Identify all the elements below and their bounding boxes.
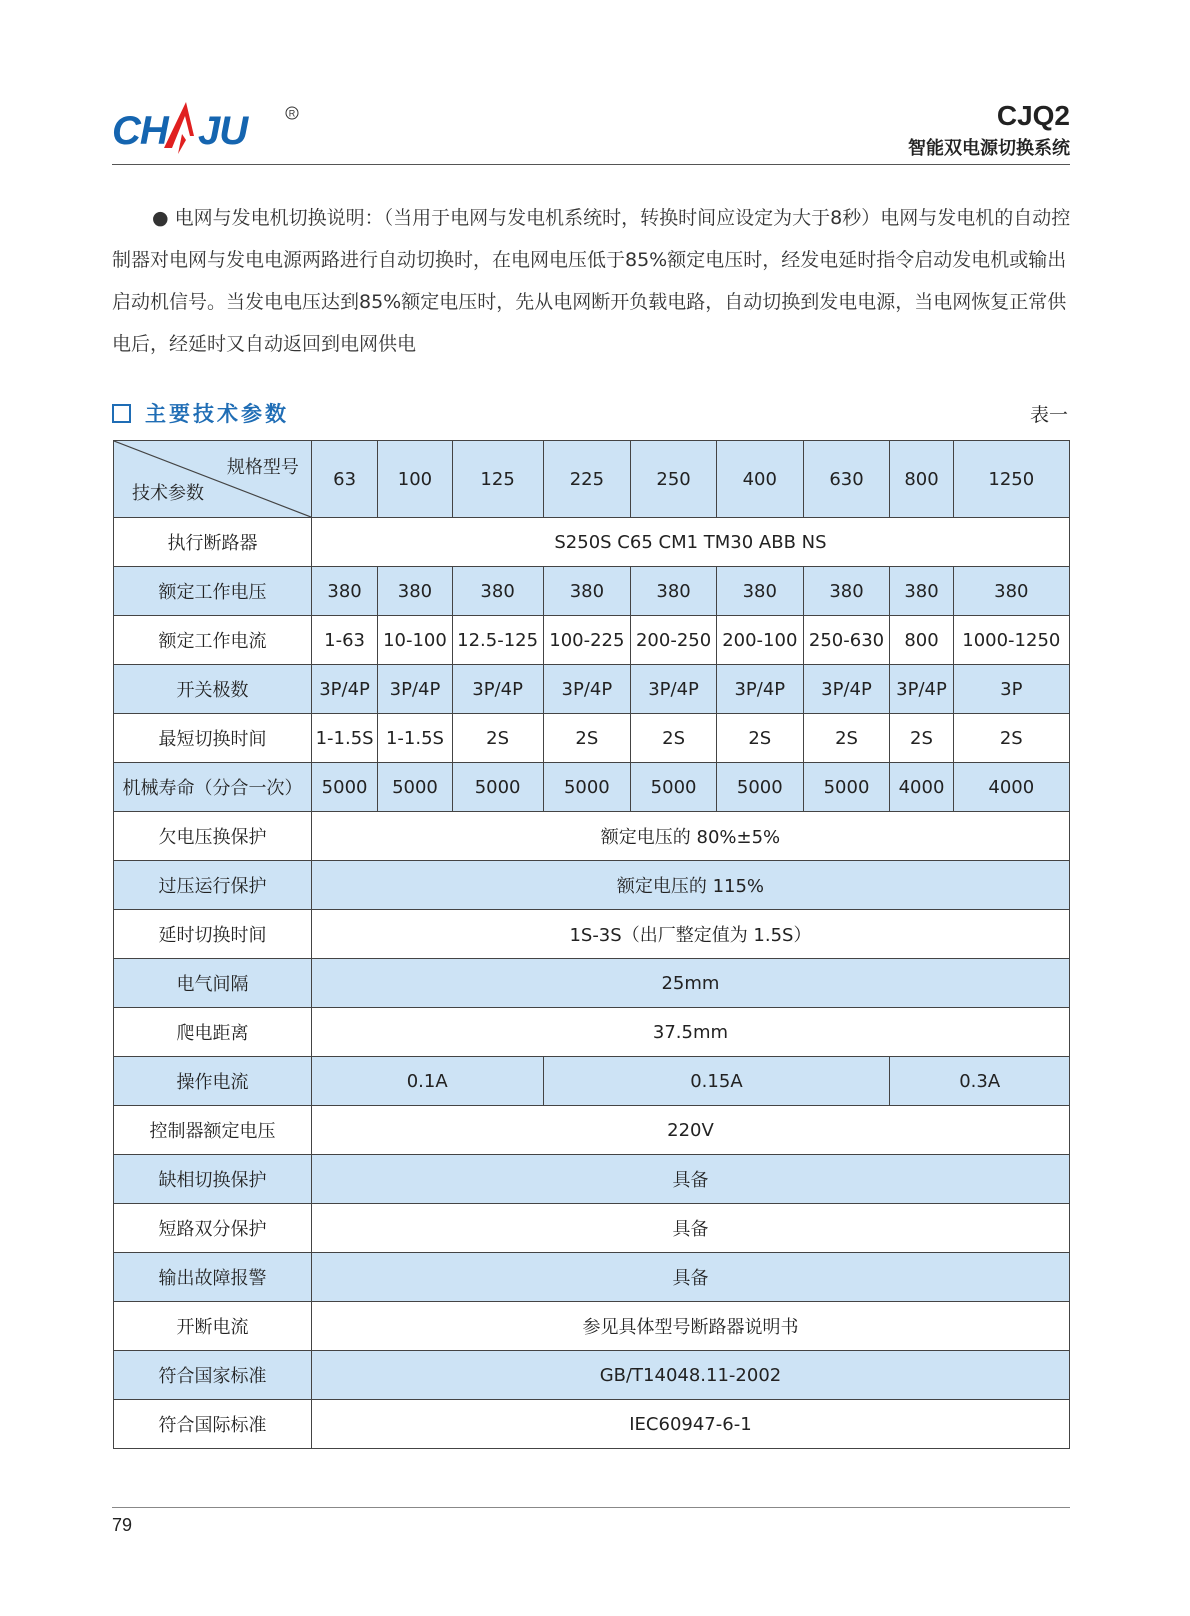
chaju-logo (112, 96, 312, 168)
row-value-cell: 380 (311, 567, 377, 616)
row-value-cell: 1-1.5S (378, 714, 452, 763)
row-value-cell: 5000 (452, 763, 543, 812)
table-row (114, 1253, 1070, 1302)
row-value-cell: 5000 (543, 763, 631, 812)
row-value-cell: 5000 (631, 763, 717, 812)
row-label: 缺相切换保护 (114, 1155, 312, 1204)
row-value-group: 0.3A (890, 1057, 1070, 1106)
row-value-cell: 2S (716, 714, 803, 763)
row-value-cell: 3P/4P (716, 665, 803, 714)
row-value-cell: 380 (631, 567, 717, 616)
row-value-span: S250S C65 CM1 TM30 ABB NS (311, 518, 1069, 567)
corner-label-model: 规格型号 (226, 457, 299, 478)
model-header-cell: 630 (803, 441, 890, 518)
table-row (114, 1057, 1070, 1106)
row-label: 额定工作电流 (114, 616, 312, 665)
row-value-cell: 1-63 (311, 616, 377, 665)
row-value-cell: 2S (631, 714, 717, 763)
page-number: 79 (112, 1515, 133, 1535)
row-value-cell: 2S (803, 714, 890, 763)
row-label: 欠电压换保护 (114, 812, 312, 861)
row-label: 符合国际标准 (114, 1400, 312, 1449)
model-header-cell: 100 (378, 441, 452, 518)
header-corner-cell (114, 441, 312, 518)
row-value-cell: 2S (452, 714, 543, 763)
row-label: 输出故障报警 (114, 1253, 312, 1302)
intro-paragraph: ● 电网与发电机切换说明：（当用于电网与发电机系统时，转换时间应设定为大于8秒）电网与发电机的自动控制器对电网与发电电源两路进行自动切换时，在电网电压低于85%额定电压时，经发电延时指令启动发电机或输出启动机信号。当发电电压达到85%额定电压时，先从电网断开负载电路，自动切换到发电电源，当电网恢复正常供电后，经延时又自动返回到电网供电 (112, 207, 1071, 355)
table-row (114, 812, 1070, 861)
row-value-span: 37.5mm (311, 1008, 1069, 1057)
row-value-cell: 380 (543, 567, 631, 616)
svg-text:JU: JU (198, 109, 248, 153)
table-row (114, 1400, 1070, 1449)
footer-divider (112, 1507, 1070, 1508)
row-label: 爬电距离 (114, 1008, 312, 1057)
row-label: 电气间隔 (114, 959, 312, 1008)
row-value-cell: 3P (953, 665, 1069, 714)
row-value-cell: 380 (452, 567, 543, 616)
row-value-cell: 380 (803, 567, 890, 616)
intro-text (112, 197, 1072, 365)
row-value-span: 具备 (311, 1253, 1069, 1302)
row-value-cell: 2S (890, 714, 953, 763)
model-header-cell: 125 (452, 441, 543, 518)
table-row (114, 1204, 1070, 1253)
row-value-cell: 3P/4P (803, 665, 890, 714)
row-value-cell: 3P/4P (543, 665, 631, 714)
row-value-group: 0.1A (311, 1057, 543, 1106)
table-row (114, 567, 1070, 616)
model-code: CJQ2 (996, 100, 1070, 131)
row-value-cell: 800 (890, 616, 953, 665)
product-subtitle: 智能双电源切换系统 (908, 138, 1070, 159)
row-label: 延时切换时间 (114, 910, 312, 959)
row-label: 额定工作电压 (114, 567, 312, 616)
row-value-cell: 3P/4P (311, 665, 377, 714)
square-bullet-icon (112, 404, 131, 423)
model-header-cell: 400 (716, 441, 803, 518)
row-value-cell: 3P/4P (452, 665, 543, 714)
row-label: 操作电流 (114, 1057, 312, 1106)
table-row (114, 1155, 1070, 1204)
table-row (114, 518, 1070, 567)
row-value-cell: 380 (716, 567, 803, 616)
corner-label-param: 技术参数 (132, 483, 204, 504)
table-row (114, 959, 1070, 1008)
row-value-cell: 2S (953, 714, 1069, 763)
row-value-span: 具备 (311, 1204, 1069, 1253)
row-value-cell: 200-100 (716, 616, 803, 665)
section-title (112, 398, 289, 428)
row-value-cell: 1000-1250 (953, 616, 1069, 665)
row-value-cell: 200-250 (631, 616, 717, 665)
model-header-cell: 250 (631, 441, 717, 518)
row-value-cell: 1-1.5S (311, 714, 377, 763)
row-value-span: 参见具体型号断路器说明书 (311, 1302, 1069, 1351)
row-value-cell: 4000 (890, 763, 953, 812)
row-value-group: 0.15A (543, 1057, 890, 1106)
row-label: 执行断路器 (114, 518, 312, 567)
row-value-cell: 380 (890, 567, 953, 616)
row-value-span: 具备 (311, 1155, 1069, 1204)
row-value-span: 额定电压的 115% (311, 861, 1069, 910)
model-header-cell: 800 (890, 441, 953, 518)
row-label: 开关极数 (114, 665, 312, 714)
row-value-span: IEC60947-6-1 (311, 1400, 1069, 1449)
row-value-cell: 100-225 (543, 616, 631, 665)
row-value-cell: 5000 (378, 763, 452, 812)
table-row (114, 616, 1070, 665)
row-value-span: 220V (311, 1106, 1069, 1155)
row-label: 控制器额定电压 (114, 1106, 312, 1155)
row-value-cell: 5000 (311, 763, 377, 812)
row-value-span: GB/T14048.11-2002 (311, 1351, 1069, 1400)
row-value-cell: 3P/4P (890, 665, 953, 714)
row-label: 最短切换时间 (114, 714, 312, 763)
table-row (114, 1351, 1070, 1400)
row-value-cell: 250-630 (803, 616, 890, 665)
table-header-row (114, 441, 1070, 518)
row-value-cell: 4000 (953, 763, 1069, 812)
model-header-cell: 1250 (953, 441, 1069, 518)
header-divider (112, 164, 1070, 165)
row-value-span: 额定电压的 80%±5% (311, 812, 1069, 861)
section-title-text: 主要技术参数 (145, 402, 289, 426)
row-label: 短路双分保护 (114, 1204, 312, 1253)
model-header-cell: 63 (311, 441, 377, 518)
model-header-cell: 225 (543, 441, 631, 518)
row-value-span: 1S-3S（出厂整定值为 1.5S） (311, 910, 1069, 959)
row-label: 开断电流 (114, 1302, 312, 1351)
table-row (114, 1106, 1070, 1155)
spec-table (113, 440, 1070, 1449)
row-value-cell: 5000 (803, 763, 890, 812)
row-value-cell: 3P/4P (631, 665, 717, 714)
row-value-cell: 5000 (716, 763, 803, 812)
row-label: 符合国家标准 (114, 1351, 312, 1400)
row-value-cell: 2S (543, 714, 631, 763)
row-value-cell: 380 (378, 567, 452, 616)
row-value-cell: 3P/4P (378, 665, 452, 714)
table-row (114, 763, 1070, 812)
row-value-cell: 10-100 (378, 616, 452, 665)
row-value-cell: 12.5-125 (452, 616, 543, 665)
table-row (114, 714, 1070, 763)
table-row (114, 861, 1070, 910)
table-row (114, 1008, 1070, 1057)
table-number: 表一 (1029, 404, 1068, 426)
table-row (114, 910, 1070, 959)
row-value-cell: 380 (953, 567, 1069, 616)
table-row (114, 665, 1070, 714)
svg-text:CH: CH (112, 109, 168, 153)
row-label: 过压运行保护 (114, 861, 312, 910)
row-value-span: 25mm (311, 959, 1069, 1008)
svg-text:R: R (288, 108, 296, 119)
row-label: 机械寿命（分合一次） (114, 763, 312, 812)
table-row (114, 1302, 1070, 1351)
